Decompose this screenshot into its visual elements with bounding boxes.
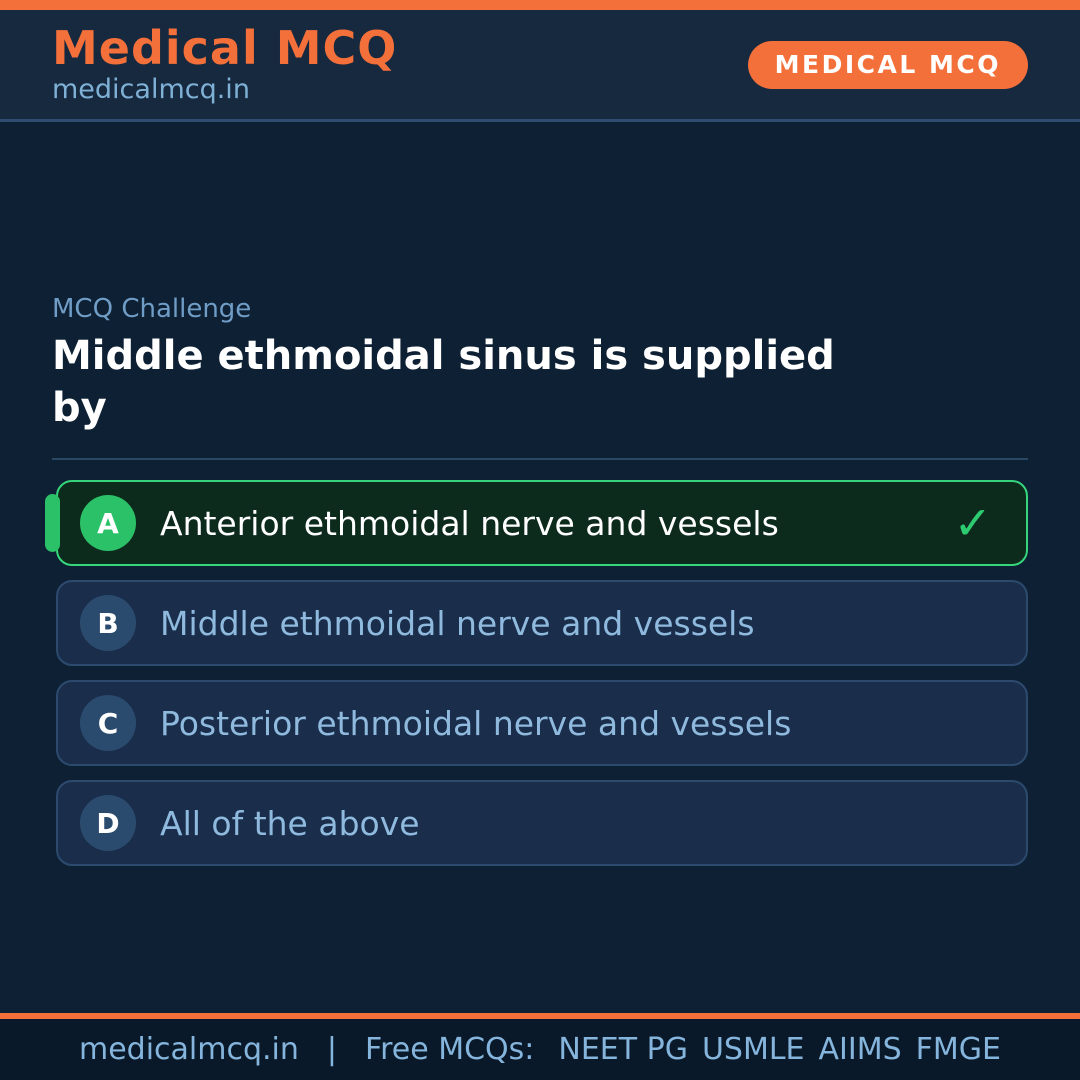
footer (0, 1013, 1080, 1080)
divider (52, 458, 1028, 460)
footer-exam-neetpg: NEET PG (558, 1032, 688, 1067)
correct-accent-bar (45, 494, 60, 552)
brand-title: Medical MCQ (52, 20, 398, 75)
option-d[interactable] (56, 780, 1028, 866)
footer-exam-fmge: FMGE (915, 1032, 1002, 1067)
option-c-letter-badge: C (80, 695, 136, 751)
footer-tagline-label: Free MCQs: (365, 1032, 535, 1067)
option-c-label: Posterior ethmoidal nerve and vessels (160, 703, 792, 743)
brand-site-url: medicalmcq.in (52, 74, 250, 106)
option-c[interactable] (56, 680, 1028, 766)
footer-exam-aiims: AIIMS (818, 1032, 902, 1067)
question-card (0, 294, 1080, 866)
option-a-letter-badge: A (80, 495, 136, 551)
option-a-label: Anterior ethmoidal nerve and vessels (160, 503, 779, 543)
option-b-letter-badge: B (80, 595, 136, 651)
option-b[interactable] (56, 580, 1028, 666)
footer-site-url: medicalmcq.in (78, 1032, 299, 1067)
brand-badge: MEDICAL MCQ (748, 41, 1028, 89)
option-a[interactable] (56, 480, 1028, 566)
option-d-label: All of the above (160, 803, 420, 843)
top-accent-strip (0, 0, 1080, 10)
footer-exam-usmle: USMLE (701, 1032, 805, 1067)
option-d-letter-badge: D (80, 795, 136, 851)
footer-separator: | (326, 1032, 337, 1067)
options-list (52, 480, 1028, 866)
check-icon: ✓ (953, 496, 992, 550)
header (0, 10, 1080, 122)
question-eyebrow: MCQ Challenge (52, 294, 252, 324)
option-b-label: Middle ethmoidal nerve and vessels (160, 603, 755, 643)
question-title: Middle ethmoidal sinus is supplied by (52, 333, 835, 431)
brand-block (52, 20, 398, 106)
